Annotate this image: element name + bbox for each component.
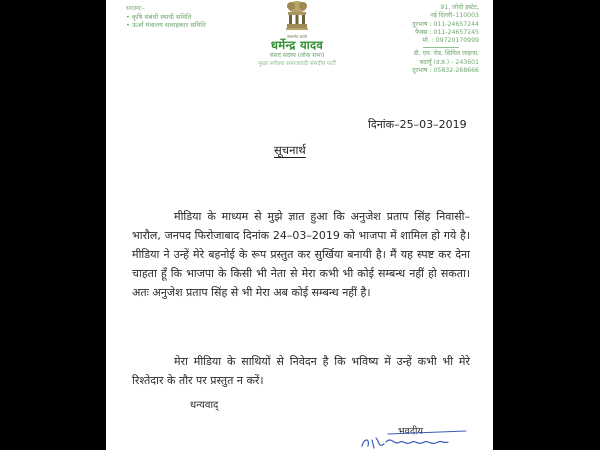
contact-block xyxy=(359,4,479,75)
phone-number: दूरभाष : 011-24657244 xyxy=(412,20,479,28)
committee-memberships xyxy=(126,4,206,30)
local-address-line: बदायूँ (उ.प्र.) - 243601 xyxy=(419,58,479,66)
address-divider xyxy=(423,47,459,48)
delhi-address-line: 91, लोधी इस्टेट, xyxy=(440,4,479,11)
mobile-number: मो. : 09720170999 xyxy=(422,37,479,45)
local-phone-number: दूरभाष : 05832-268666 xyxy=(412,67,479,75)
sender-party-role: मुख्य सचेतक समाजवादी संसदीय पार्टी xyxy=(258,61,336,67)
closing-yours: भवदीय xyxy=(398,426,423,437)
local-address-line: डी. एम. रोड, सिविल लाइन्स, xyxy=(413,50,479,58)
letter-date: दिनांक–25–03–2019 xyxy=(368,118,467,131)
membership-item: • कृषि संबंधी स्थायी समिति xyxy=(126,12,192,21)
sender-designation: संसद सदस्य (लोक सभा) xyxy=(269,52,325,59)
sender-name: धर्मेन्द्र यादव xyxy=(270,38,324,52)
closing-thanks: धन्यवाद् xyxy=(190,400,219,411)
fax-number: फैक्स : 011-24657245 xyxy=(415,28,479,36)
delhi-address-line: नई दिल्ली–110003 xyxy=(430,12,479,20)
handwritten-signature xyxy=(358,428,468,450)
national-emblem-icon xyxy=(280,0,314,36)
emblem-caption: सत्यमेव जयते xyxy=(287,34,307,39)
letter-paragraph: मीडिया के माध्यम से मुझे ज्ञात हुआ कि अनुजेश प्रताप सिंह निवासी–भारौल, जनपद फिरोजाबाद दिनांक 24–03–2019 को भाजपा में शामिल हो गये है। मीडिया ने उन्हें मेरे बहनोई के रूप प्रस्तुत कर सुर्खिया बनायी है। मैं यह स्पष्ट कर देना चाहता हूँ कि भाजपा के किसी भी नेता से मेरा कभी भी कोई सम्बन्ध नहीं हो सकता। अतः अनुजेश प्रताप सिंह से भी मेरा अब कोई सम्बन्ध नहीं है। xyxy=(132,210,470,299)
membership-item: • ऊर्जा मंत्रालय सलाहकार समिति xyxy=(126,21,206,29)
letter-subject: सूचनार्थ xyxy=(274,143,306,157)
letter-page xyxy=(106,0,493,450)
membership-label: सदस्यः– xyxy=(126,4,145,12)
letter-paragraph: मेरा मीडिया के साथियों से निवेदन है कि भविष्य में उन्हें कभी भी मेरे रिश्तेदार के तौर पर प्रस्तुत न करें। xyxy=(132,355,470,387)
